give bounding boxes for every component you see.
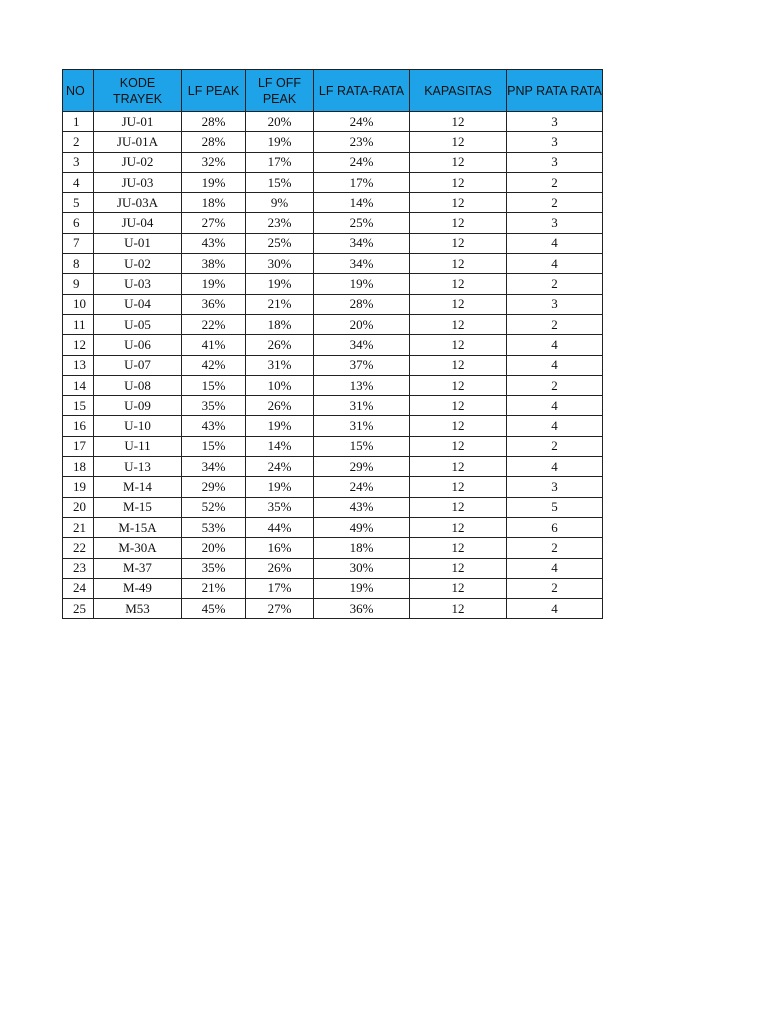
cell-lf-rata-rata: 14% — [314, 193, 410, 213]
table-row — [63, 375, 603, 395]
cell-no: 1 — [63, 112, 94, 132]
cell-kode-trayek: U-04 — [94, 294, 182, 314]
cell-lf-peak: 18% — [182, 193, 246, 213]
cell-pnp-rata-rata: 2 — [507, 538, 603, 558]
cell-kapasitas: 12 — [410, 599, 507, 619]
cell-pnp-rata-rata: 5 — [507, 497, 603, 517]
cell-lf-off-peak: 27% — [246, 599, 314, 619]
cell-lf-off-peak: 35% — [246, 497, 314, 517]
cell-kapasitas: 12 — [410, 355, 507, 375]
cell-no: 9 — [63, 274, 94, 294]
table-row — [63, 112, 603, 132]
cell-lf-off-peak: 15% — [246, 172, 314, 192]
cell-no: 23 — [63, 558, 94, 578]
cell-no: 3 — [63, 152, 94, 172]
cell-kapasitas: 12 — [410, 254, 507, 274]
cell-kapasitas: 12 — [410, 152, 507, 172]
cell-pnp-rata-rata: 2 — [507, 375, 603, 395]
cell-lf-rata-rata: 24% — [314, 477, 410, 497]
cell-kapasitas: 12 — [410, 294, 507, 314]
cell-pnp-rata-rata: 3 — [507, 294, 603, 314]
cell-kode-trayek: U-11 — [94, 436, 182, 456]
cell-lf-off-peak: 19% — [246, 477, 314, 497]
table-row — [63, 477, 603, 497]
cell-lf-off-peak: 10% — [246, 375, 314, 395]
cell-lf-peak: 43% — [182, 416, 246, 436]
cell-kapasitas: 12 — [410, 132, 507, 152]
cell-kapasitas: 12 — [410, 233, 507, 253]
cell-pnp-rata-rata: 2 — [507, 193, 603, 213]
cell-lf-peak: 32% — [182, 152, 246, 172]
cell-kode-trayek: M-37 — [94, 558, 182, 578]
cell-lf-rata-rata: 20% — [314, 314, 410, 334]
table-body — [63, 112, 603, 619]
table-row — [63, 233, 603, 253]
cell-pnp-rata-rata: 4 — [507, 355, 603, 375]
cell-kode-trayek: M-15A — [94, 517, 182, 537]
table-row — [63, 416, 603, 436]
cell-kode-trayek: JU-04 — [94, 213, 182, 233]
cell-lf-rata-rata: 34% — [314, 335, 410, 355]
header-lf-rata-rata: LF RATA-RATA — [314, 70, 410, 112]
cell-lf-off-peak: 26% — [246, 335, 314, 355]
cell-lf-peak: 43% — [182, 233, 246, 253]
cell-lf-rata-rata: 19% — [314, 578, 410, 598]
cell-kapasitas: 12 — [410, 497, 507, 517]
cell-kode-trayek: JU-02 — [94, 152, 182, 172]
table-row — [63, 538, 603, 558]
table-row — [63, 436, 603, 456]
table-row — [63, 132, 603, 152]
cell-lf-peak: 42% — [182, 355, 246, 375]
cell-no: 15 — [63, 396, 94, 416]
cell-lf-peak: 53% — [182, 517, 246, 537]
cell-lf-off-peak: 9% — [246, 193, 314, 213]
cell-lf-peak: 22% — [182, 314, 246, 334]
table-row — [63, 558, 603, 578]
cell-lf-rata-rata: 43% — [314, 497, 410, 517]
cell-kapasitas: 12 — [410, 457, 507, 477]
cell-kapasitas: 12 — [410, 274, 507, 294]
cell-lf-rata-rata: 24% — [314, 152, 410, 172]
cell-no: 11 — [63, 314, 94, 334]
table-row — [63, 294, 603, 314]
cell-pnp-rata-rata: 2 — [507, 436, 603, 456]
cell-lf-off-peak: 18% — [246, 314, 314, 334]
cell-lf-rata-rata: 34% — [314, 254, 410, 274]
cell-kode-trayek: M-30A — [94, 538, 182, 558]
cell-lf-off-peak: 31% — [246, 355, 314, 375]
cell-no: 18 — [63, 457, 94, 477]
cell-lf-off-peak: 19% — [246, 132, 314, 152]
cell-pnp-rata-rata: 3 — [507, 132, 603, 152]
cell-kode-trayek: U-10 — [94, 416, 182, 436]
cell-lf-peak: 45% — [182, 599, 246, 619]
cell-no: 10 — [63, 294, 94, 314]
cell-pnp-rata-rata: 2 — [507, 314, 603, 334]
cell-kode-trayek: U-06 — [94, 335, 182, 355]
cell-lf-rata-rata: 28% — [314, 294, 410, 314]
cell-kode-trayek: U-02 — [94, 254, 182, 274]
cell-lf-rata-rata: 18% — [314, 538, 410, 558]
cell-kapasitas: 12 — [410, 558, 507, 578]
cell-kapasitas: 12 — [410, 314, 507, 334]
cell-kode-trayek: M-49 — [94, 578, 182, 598]
cell-no: 4 — [63, 172, 94, 192]
cell-pnp-rata-rata: 4 — [507, 335, 603, 355]
cell-lf-peak: 41% — [182, 335, 246, 355]
cell-pnp-rata-rata: 4 — [507, 457, 603, 477]
table-row — [63, 578, 603, 598]
cell-lf-peak: 21% — [182, 578, 246, 598]
cell-pnp-rata-rata: 3 — [507, 477, 603, 497]
cell-pnp-rata-rata: 4 — [507, 396, 603, 416]
table-row — [63, 335, 603, 355]
cell-lf-off-peak: 26% — [246, 558, 314, 578]
cell-kode-trayek: U-03 — [94, 274, 182, 294]
cell-lf-rata-rata: 49% — [314, 517, 410, 537]
cell-pnp-rata-rata: 4 — [507, 599, 603, 619]
cell-no: 16 — [63, 416, 94, 436]
table-row — [63, 355, 603, 375]
cell-pnp-rata-rata: 4 — [507, 254, 603, 274]
cell-no: 6 — [63, 213, 94, 233]
cell-kode-trayek: U-08 — [94, 375, 182, 395]
cell-no: 14 — [63, 375, 94, 395]
cell-kapasitas: 12 — [410, 538, 507, 558]
cell-lf-peak: 27% — [182, 213, 246, 233]
cell-kode-trayek: JU-01A — [94, 132, 182, 152]
table-row — [63, 314, 603, 334]
cell-pnp-rata-rata: 2 — [507, 172, 603, 192]
table-row — [63, 254, 603, 274]
cell-pnp-rata-rata: 4 — [507, 233, 603, 253]
cell-lf-off-peak: 17% — [246, 578, 314, 598]
cell-pnp-rata-rata: 3 — [507, 112, 603, 132]
cell-kode-trayek: U-01 — [94, 233, 182, 253]
table-row — [63, 213, 603, 233]
table-row — [63, 599, 603, 619]
table-row — [63, 497, 603, 517]
cell-lf-rata-rata: 15% — [314, 436, 410, 456]
cell-pnp-rata-rata: 6 — [507, 517, 603, 537]
cell-lf-rata-rata: 13% — [314, 375, 410, 395]
header-row — [63, 70, 603, 112]
header-lf-off-peak: LF OFF PEAK — [246, 70, 314, 112]
cell-pnp-rata-rata: 3 — [507, 213, 603, 233]
cell-kapasitas: 12 — [410, 375, 507, 395]
cell-lf-off-peak: 17% — [246, 152, 314, 172]
cell-no: 12 — [63, 335, 94, 355]
cell-kapasitas: 12 — [410, 193, 507, 213]
cell-kode-trayek: JU-01 — [94, 112, 182, 132]
cell-lf-rata-rata: 19% — [314, 274, 410, 294]
cell-lf-off-peak: 20% — [246, 112, 314, 132]
cell-kapasitas: 12 — [410, 578, 507, 598]
cell-no: 25 — [63, 599, 94, 619]
header-lf-peak: LF PEAK — [182, 70, 246, 112]
cell-kapasitas: 12 — [410, 477, 507, 497]
cell-kapasitas: 12 — [410, 436, 507, 456]
cell-lf-rata-rata: 25% — [314, 213, 410, 233]
cell-lf-rata-rata: 31% — [314, 416, 410, 436]
table-row — [63, 152, 603, 172]
cell-lf-peak: 36% — [182, 294, 246, 314]
cell-kapasitas: 12 — [410, 416, 507, 436]
trayek-table — [62, 69, 603, 619]
cell-lf-off-peak: 24% — [246, 457, 314, 477]
table-row — [63, 517, 603, 537]
cell-lf-peak: 52% — [182, 497, 246, 517]
cell-kode-trayek: U-09 — [94, 396, 182, 416]
cell-kapasitas: 12 — [410, 112, 507, 132]
cell-lf-peak: 19% — [182, 172, 246, 192]
cell-lf-off-peak: 23% — [246, 213, 314, 233]
cell-no: 19 — [63, 477, 94, 497]
cell-lf-off-peak: 19% — [246, 416, 314, 436]
cell-no: 22 — [63, 538, 94, 558]
cell-kapasitas: 12 — [410, 172, 507, 192]
cell-no: 20 — [63, 497, 94, 517]
cell-no: 17 — [63, 436, 94, 456]
cell-lf-peak: 19% — [182, 274, 246, 294]
cell-kode-trayek: U-07 — [94, 355, 182, 375]
cell-kode-trayek: M-15 — [94, 497, 182, 517]
cell-no: 2 — [63, 132, 94, 152]
cell-lf-rata-rata: 34% — [314, 233, 410, 253]
table-row — [63, 274, 603, 294]
header-pnp-rata-rata: PNP RATA RATA — [507, 70, 603, 112]
cell-lf-off-peak: 25% — [246, 233, 314, 253]
cell-kapasitas: 12 — [410, 396, 507, 416]
cell-kode-trayek: M53 — [94, 599, 182, 619]
cell-lf-off-peak: 44% — [246, 517, 314, 537]
cell-lf-rata-rata: 31% — [314, 396, 410, 416]
cell-lf-off-peak: 14% — [246, 436, 314, 456]
cell-lf-peak: 29% — [182, 477, 246, 497]
cell-lf-peak: 15% — [182, 436, 246, 456]
cell-lf-peak: 35% — [182, 558, 246, 578]
cell-no: 21 — [63, 517, 94, 537]
table-row — [63, 193, 603, 213]
cell-kode-trayek: JU-03A — [94, 193, 182, 213]
cell-lf-rata-rata: 24% — [314, 112, 410, 132]
cell-kapasitas: 12 — [410, 213, 507, 233]
cell-lf-rata-rata: 23% — [314, 132, 410, 152]
cell-lf-rata-rata: 36% — [314, 599, 410, 619]
cell-lf-peak: 35% — [182, 396, 246, 416]
cell-kode-trayek: JU-03 — [94, 172, 182, 192]
cell-lf-off-peak: 19% — [246, 274, 314, 294]
cell-pnp-rata-rata: 2 — [507, 274, 603, 294]
header-kode-trayek: KODE TRAYEK — [94, 70, 182, 112]
header-kapasitas: KAPASITAS — [410, 70, 507, 112]
table-row — [63, 172, 603, 192]
header-no: NO — [63, 70, 94, 112]
cell-lf-rata-rata: 37% — [314, 355, 410, 375]
table-header — [63, 70, 603, 112]
table-row — [63, 457, 603, 477]
cell-kode-trayek: U-05 — [94, 314, 182, 334]
cell-kapasitas: 12 — [410, 517, 507, 537]
cell-lf-rata-rata: 29% — [314, 457, 410, 477]
cell-no: 8 — [63, 254, 94, 274]
cell-lf-off-peak: 30% — [246, 254, 314, 274]
cell-kode-trayek: U-13 — [94, 457, 182, 477]
cell-pnp-rata-rata: 2 — [507, 578, 603, 598]
cell-lf-rata-rata: 30% — [314, 558, 410, 578]
cell-lf-peak: 28% — [182, 132, 246, 152]
cell-lf-peak: 38% — [182, 254, 246, 274]
cell-pnp-rata-rata: 4 — [507, 558, 603, 578]
cell-no: 24 — [63, 578, 94, 598]
cell-kode-trayek: M-14 — [94, 477, 182, 497]
table-row — [63, 396, 603, 416]
cell-no: 13 — [63, 355, 94, 375]
cell-pnp-rata-rata: 3 — [507, 152, 603, 172]
cell-lf-off-peak: 26% — [246, 396, 314, 416]
cell-lf-off-peak: 21% — [246, 294, 314, 314]
cell-pnp-rata-rata: 4 — [507, 416, 603, 436]
cell-no: 7 — [63, 233, 94, 253]
cell-kapasitas: 12 — [410, 335, 507, 355]
cell-lf-off-peak: 16% — [246, 538, 314, 558]
cell-lf-peak: 20% — [182, 538, 246, 558]
cell-lf-peak: 15% — [182, 375, 246, 395]
cell-lf-rata-rata: 17% — [314, 172, 410, 192]
cell-lf-peak: 28% — [182, 112, 246, 132]
cell-lf-peak: 34% — [182, 457, 246, 477]
cell-no: 5 — [63, 193, 94, 213]
